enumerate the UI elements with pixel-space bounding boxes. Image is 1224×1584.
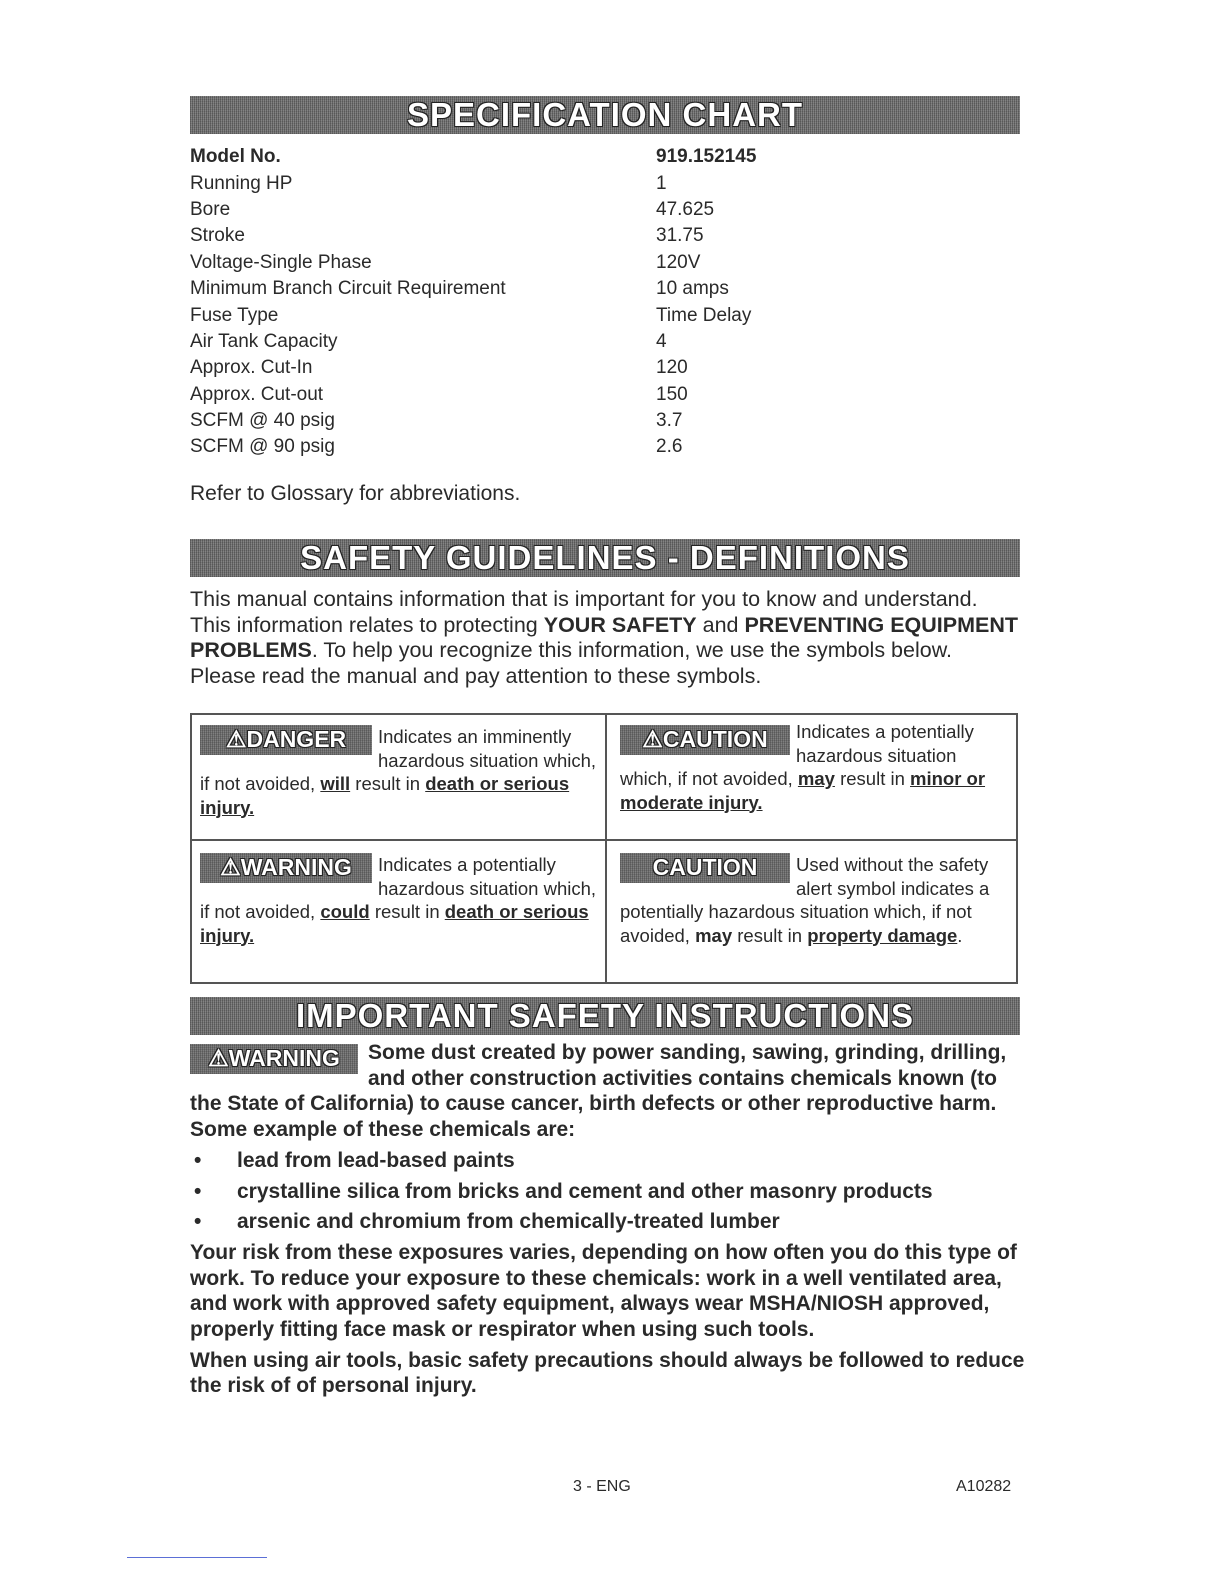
spec-row — [190, 170, 890, 196]
exposure-paragraph: Your risk from these exposures varies, depending on how often you do this type of work. To reduce your exposure to these chemicals: work in a well ventilated area, and work with approved safety equipment, always wear MSHA/NIOSH approved, properly fitting face mask or respirator when using such tools. — [190, 1240, 1017, 1342]
spec-label: Fuse Type — [190, 304, 279, 326]
alert-triangle-icon: ⚠ — [642, 726, 663, 753]
safety-definitions-title: SAFETY GUIDELINES - DEFINITIONS — [300, 539, 910, 576]
caution-alert-definition — [620, 715, 1012, 814]
warning-lead-text: Some dust created by power sanding, sawing, grinding, drilling, and other construction activities contains chemicals known (to the State of California) to cause cancer, birth defects or other reproductive harm. Some example of these chemicals are: — [190, 1041, 1007, 1142]
spec-label: Approx. Cut-In — [190, 357, 313, 379]
signal-word: CAUTION — [652, 854, 758, 881]
definition-emphasis: could — [320, 901, 370, 922]
chemicals-list — [190, 1148, 1025, 1235]
warning-signal-box — [200, 853, 372, 883]
grid-divider — [192, 839, 1016, 841]
definition-text: Indicates a potentially hazardous situation which, if not avoided, — [620, 721, 974, 789]
spec-label: SCFM @ 40 psig — [190, 410, 335, 432]
air-tools-paragraph: When using air tools, basic safety precautions should always be followed to reduce the risk of of personal injury. — [190, 1348, 1025, 1398]
signal-word: CAUTION — [662, 726, 768, 753]
spec-label: Minimum Branch Circuit Requirement — [190, 278, 506, 300]
important-instructions-title: IMPORTANT SAFETY INSTRUCTIONS — [295, 997, 915, 1034]
intro-emphasis: YOUR SAFETY — [543, 612, 697, 637]
signal-word: WARNING — [240, 854, 352, 881]
spec-label: Voltage-Single Phase — [190, 251, 372, 273]
spec-value: 2.6 — [656, 436, 683, 458]
definition-emphasis: property damage — [807, 924, 958, 946]
definition-text: result in — [350, 773, 426, 794]
definition-emphasis: will — [320, 773, 351, 794]
important-instructions-banner — [190, 997, 1020, 1035]
important-instructions-body — [190, 1040, 1025, 1399]
spec-value: 31.75 — [656, 225, 704, 247]
safety-intro — [190, 587, 1020, 689]
spec-label: Running HP — [190, 172, 293, 194]
caution-plain-signal-box — [620, 853, 790, 883]
caution-plain-definition — [620, 843, 1012, 947]
signal-word-grid — [190, 713, 1018, 984]
list-item: • arsenic and chromium from chemically-treated lumber — [190, 1209, 1025, 1235]
definition-text: result in — [732, 924, 808, 946]
intro-text: and — [696, 612, 745, 637]
definition-text: Indicates an imminently hazardous situation which, if not avoided, — [200, 726, 597, 794]
signal-word: WARNING — [228, 1045, 340, 1072]
definition-text: Used without the safety alert symbol indicates a potentially hazardous situation which, if not avoided, — [620, 854, 990, 946]
intro-text: . To help you recognize this information, we use the symbols below. Please read the manual and pay attention to these symbols. — [190, 638, 953, 688]
warning-definition — [200, 843, 600, 947]
page-number: 3 - ENG — [573, 1478, 631, 1495]
spec-value: 3.7 — [656, 410, 683, 432]
definition-text: result in — [834, 768, 911, 789]
list-item: • lead from lead-based paints — [190, 1148, 1025, 1174]
caution-signal-box — [620, 725, 790, 755]
signal-word: DANGER — [246, 726, 347, 753]
definition-text: Indicates a potentially hazardous situation which, if not avoided, — [200, 854, 597, 922]
spec-value: 1 — [656, 172, 667, 194]
definition-emphasis: minor or moderate injury. — [620, 768, 986, 813]
danger-signal-box — [200, 725, 372, 755]
intro-emphasis: PREVENTING EQUIPMENT PROBLEMS — [190, 612, 1019, 662]
bottom-rule — [127, 1557, 267, 1558]
intro-text: This manual contains information that is important for you to know and understand. This information relates to protecting — [190, 587, 978, 637]
spec-table — [190, 144, 890, 461]
spec-value: Time Delay — [656, 304, 752, 326]
definition-emphasis: death or serious injury. — [200, 773, 570, 818]
grid-divider — [605, 715, 607, 982]
spec-label: Stroke — [190, 225, 245, 247]
spec-chart-title: SPECIFICATION CHART — [406, 96, 804, 133]
definition-text: result in — [369, 901, 445, 922]
spec-row — [190, 250, 890, 276]
spec-row — [190, 276, 890, 302]
safety-definitions-banner — [190, 539, 1020, 577]
alert-triangle-icon: ⚠ — [208, 1045, 229, 1072]
spec-value: 919.152145 — [656, 146, 757, 168]
spec-value: 120 — [656, 357, 688, 379]
definition-emphasis: may — [695, 924, 733, 946]
glossary-note: Refer to Glossary for abbreviations. — [190, 482, 521, 505]
danger-definition — [200, 715, 600, 819]
spec-row — [190, 329, 890, 355]
spec-value: 10 amps — [656, 278, 729, 300]
spec-label: Approx. Cut-out — [190, 383, 324, 405]
spec-row — [190, 382, 890, 408]
spec-row — [190, 144, 890, 170]
spec-label: Air Tank Capacity — [190, 330, 338, 352]
spec-value: 150 — [656, 383, 688, 405]
spec-row — [190, 408, 890, 434]
document-code: A10282 — [956, 1478, 1012, 1495]
definition-text: . — [957, 924, 963, 946]
alert-triangle-icon: ⚠ — [225, 726, 247, 753]
spec-label: Model No. — [190, 146, 281, 168]
spec-value: 47.625 — [656, 198, 715, 220]
spec-label: Bore — [190, 198, 231, 220]
spec-value: 4 — [656, 330, 667, 352]
definition-emphasis: death or serious injury. — [200, 901, 589, 946]
spec-row — [190, 223, 890, 249]
definition-emphasis: may — [797, 768, 835, 789]
spec-label: SCFM @ 90 psig — [190, 436, 335, 458]
spec-value: 120V — [656, 251, 701, 273]
spec-row — [190, 302, 890, 328]
spec-chart-banner — [190, 96, 1020, 134]
warning-signal-box — [190, 1044, 358, 1074]
alert-triangle-icon: ⚠ — [220, 854, 241, 881]
spec-row — [190, 434, 890, 460]
spec-row — [190, 197, 890, 223]
list-item: • crystalline silica from bricks and cement and other masonry products — [190, 1179, 1025, 1205]
spec-row — [190, 355, 890, 381]
